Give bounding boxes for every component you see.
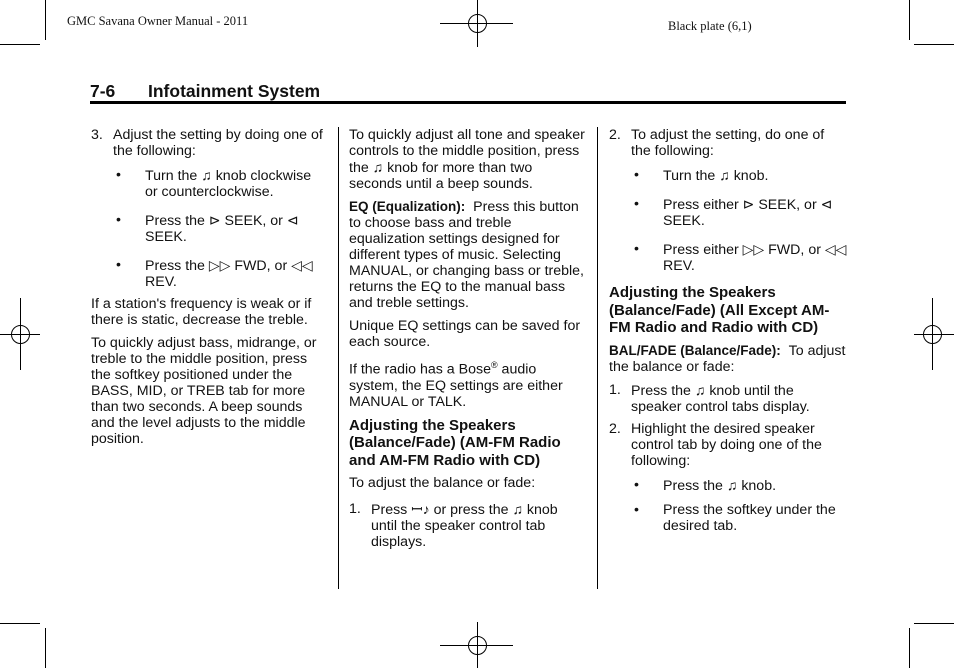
paragraph-text: To quickly adjust all tone and speaker controls to the middle position, press the xyxy=(349,127,585,176)
subsection-heading: Adjusting the Speakers (Balance/Fade) (AM-FM Radio and AM-FM Radio with CD) xyxy=(349,416,561,469)
paragraph-text: If the radio has a Bose xyxy=(349,361,491,378)
step-number: 1. xyxy=(609,381,621,398)
bullet-icon: • xyxy=(634,476,639,493)
item-text: FWD, or xyxy=(230,258,292,274)
column-divider xyxy=(338,127,339,589)
step-text: Adjust the setting by doing one of the following: xyxy=(113,127,323,159)
step-text: Press xyxy=(371,502,412,519)
term-label: EQ (Equalization): xyxy=(349,199,466,214)
step-text: knob until the speaker control tab displays. xyxy=(371,502,558,551)
item-text: SEEK. xyxy=(145,229,187,245)
step-number: 1. xyxy=(349,501,361,518)
step-number: 2. xyxy=(609,127,621,143)
item-text: Press the xyxy=(145,258,209,274)
step-3 xyxy=(91,127,323,159)
column-2 xyxy=(349,127,585,556)
music-note-icon: ♫ xyxy=(201,167,212,183)
step-text: To adjust the setting, do one of the following: xyxy=(631,127,825,159)
music-note-icon: ♫ xyxy=(719,167,730,183)
music-note-icon: ♫ xyxy=(694,381,706,398)
bullet-icon: • xyxy=(116,212,121,228)
paragraph-text: To adjust the balance or fade: xyxy=(609,342,846,375)
step-text: knob until the speaker control tabs display. xyxy=(631,382,810,415)
music-note-icon: ♫ xyxy=(512,501,523,518)
item-text: REV. xyxy=(663,258,695,274)
tone-icon: ꟷ♪ xyxy=(411,501,430,518)
section-title: Infotainment System xyxy=(148,81,321,101)
item-text: Press the softkey under the desired tab. xyxy=(663,501,836,534)
music-note-icon: ♫ xyxy=(372,159,384,175)
item-text: knob clockwise or counterclockwise. xyxy=(145,168,312,200)
registered-mark: ® xyxy=(490,360,498,370)
fast-forward-icon: ▷▷ xyxy=(208,257,231,273)
paragraph: If a station's frequency is weak or if there is static, decrease the treble. xyxy=(91,296,312,328)
item-text: Turn the xyxy=(663,168,720,184)
step-2 xyxy=(609,127,847,159)
rewind-icon: ◁◁ xyxy=(291,257,313,273)
term-label: BAL/FADE (Balance/Fade): xyxy=(609,342,781,358)
bullet-icon: • xyxy=(116,167,121,183)
item-text: REV. xyxy=(145,274,177,290)
paragraph: To adjust the balance or fade: xyxy=(349,475,536,492)
paragraph xyxy=(349,199,585,311)
crop-mark xyxy=(909,628,910,668)
step-text: or press the xyxy=(429,502,513,519)
bullet-icon: • xyxy=(634,241,639,257)
item-text: Press the xyxy=(663,477,727,494)
crop-mark xyxy=(914,623,954,624)
manual-title: GMC Savana Owner Manual - 2011 xyxy=(67,14,249,28)
list-item xyxy=(609,167,847,184)
seek-back-icon: ⊲ xyxy=(286,212,299,228)
item-text: Press either xyxy=(663,197,743,213)
crop-mark xyxy=(914,44,954,45)
step-2 xyxy=(609,421,847,469)
crop-mark xyxy=(0,44,40,45)
list-item xyxy=(91,257,323,290)
list-item xyxy=(91,167,323,200)
step-text: Highlight the desired speaker control tab by doing one of the following: xyxy=(631,420,822,469)
step-number: 3. xyxy=(91,127,103,143)
crop-mark xyxy=(0,623,40,624)
column-3 xyxy=(609,127,847,540)
paragraph: Unique EQ settings can be saved for each source. xyxy=(349,318,581,350)
paragraph-text: audio system, the EQ settings are either MANUAL or TALK. xyxy=(349,361,563,410)
paragraph-text: Press this button to choose bass and treble equalization settings designed for different types of music. Selecting MANUAL, or changing bass or treble, returns the EQ to the manual bass and treble settings. xyxy=(349,199,584,311)
crop-mark xyxy=(909,0,910,40)
item-text: SEEK, or xyxy=(220,213,287,229)
section-number: 7-6 xyxy=(90,81,116,101)
paragraph xyxy=(349,357,585,410)
plate-label: Black plate (6,1) xyxy=(668,19,752,33)
list-item xyxy=(609,196,847,229)
fast-forward-icon: ▷▷ xyxy=(742,241,765,257)
seek-back-icon: ⊲ xyxy=(820,196,833,212)
bullet-icon: • xyxy=(634,167,639,183)
item-text: knob. xyxy=(737,477,777,494)
column-divider xyxy=(597,127,598,589)
list-item xyxy=(609,502,847,534)
item-text: SEEK. xyxy=(663,213,705,229)
column-1 xyxy=(91,127,323,454)
step-number: 2. xyxy=(609,420,621,437)
step-text: Press the xyxy=(631,382,695,399)
music-note-icon: ♫ xyxy=(726,476,738,493)
step-1 xyxy=(609,382,847,415)
item-text: SEEK, or xyxy=(754,197,821,213)
list-item xyxy=(609,477,847,494)
paragraph: To quickly adjust bass, midrange, or treble to the middle position, press the softkey positioned under the BASS, MID, or TREB tab for more than two seconds. A beep sounds and the level adjusts to the middle position. xyxy=(91,335,317,447)
item-text: Turn the xyxy=(145,168,202,184)
subsection-heading: Adjusting the Speakers (Balance/Fade) (All Except AM-FM Radio and Radio with CD) xyxy=(609,284,830,336)
paragraph xyxy=(349,127,585,192)
step-1 xyxy=(349,501,585,550)
paragraph xyxy=(609,343,847,375)
seek-forward-icon: ⊳ xyxy=(208,212,221,228)
list-item xyxy=(91,212,323,245)
bullet-icon: • xyxy=(116,257,121,273)
item-text: Press either xyxy=(663,242,743,258)
bullet-icon: • xyxy=(634,196,639,212)
paragraph-text: knob for more than two seconds until a beep sounds. xyxy=(349,160,533,192)
list-item xyxy=(609,241,847,274)
item-text: Press the xyxy=(145,213,209,229)
item-text: FWD, or xyxy=(764,242,825,258)
seek-forward-icon: ⊳ xyxy=(742,196,755,212)
rewind-icon: ◁◁ xyxy=(824,241,847,257)
item-text: knob. xyxy=(729,168,769,184)
crop-mark xyxy=(45,628,46,668)
bullet-icon: • xyxy=(634,501,639,518)
crop-mark xyxy=(45,0,46,40)
header-rule xyxy=(90,101,846,104)
